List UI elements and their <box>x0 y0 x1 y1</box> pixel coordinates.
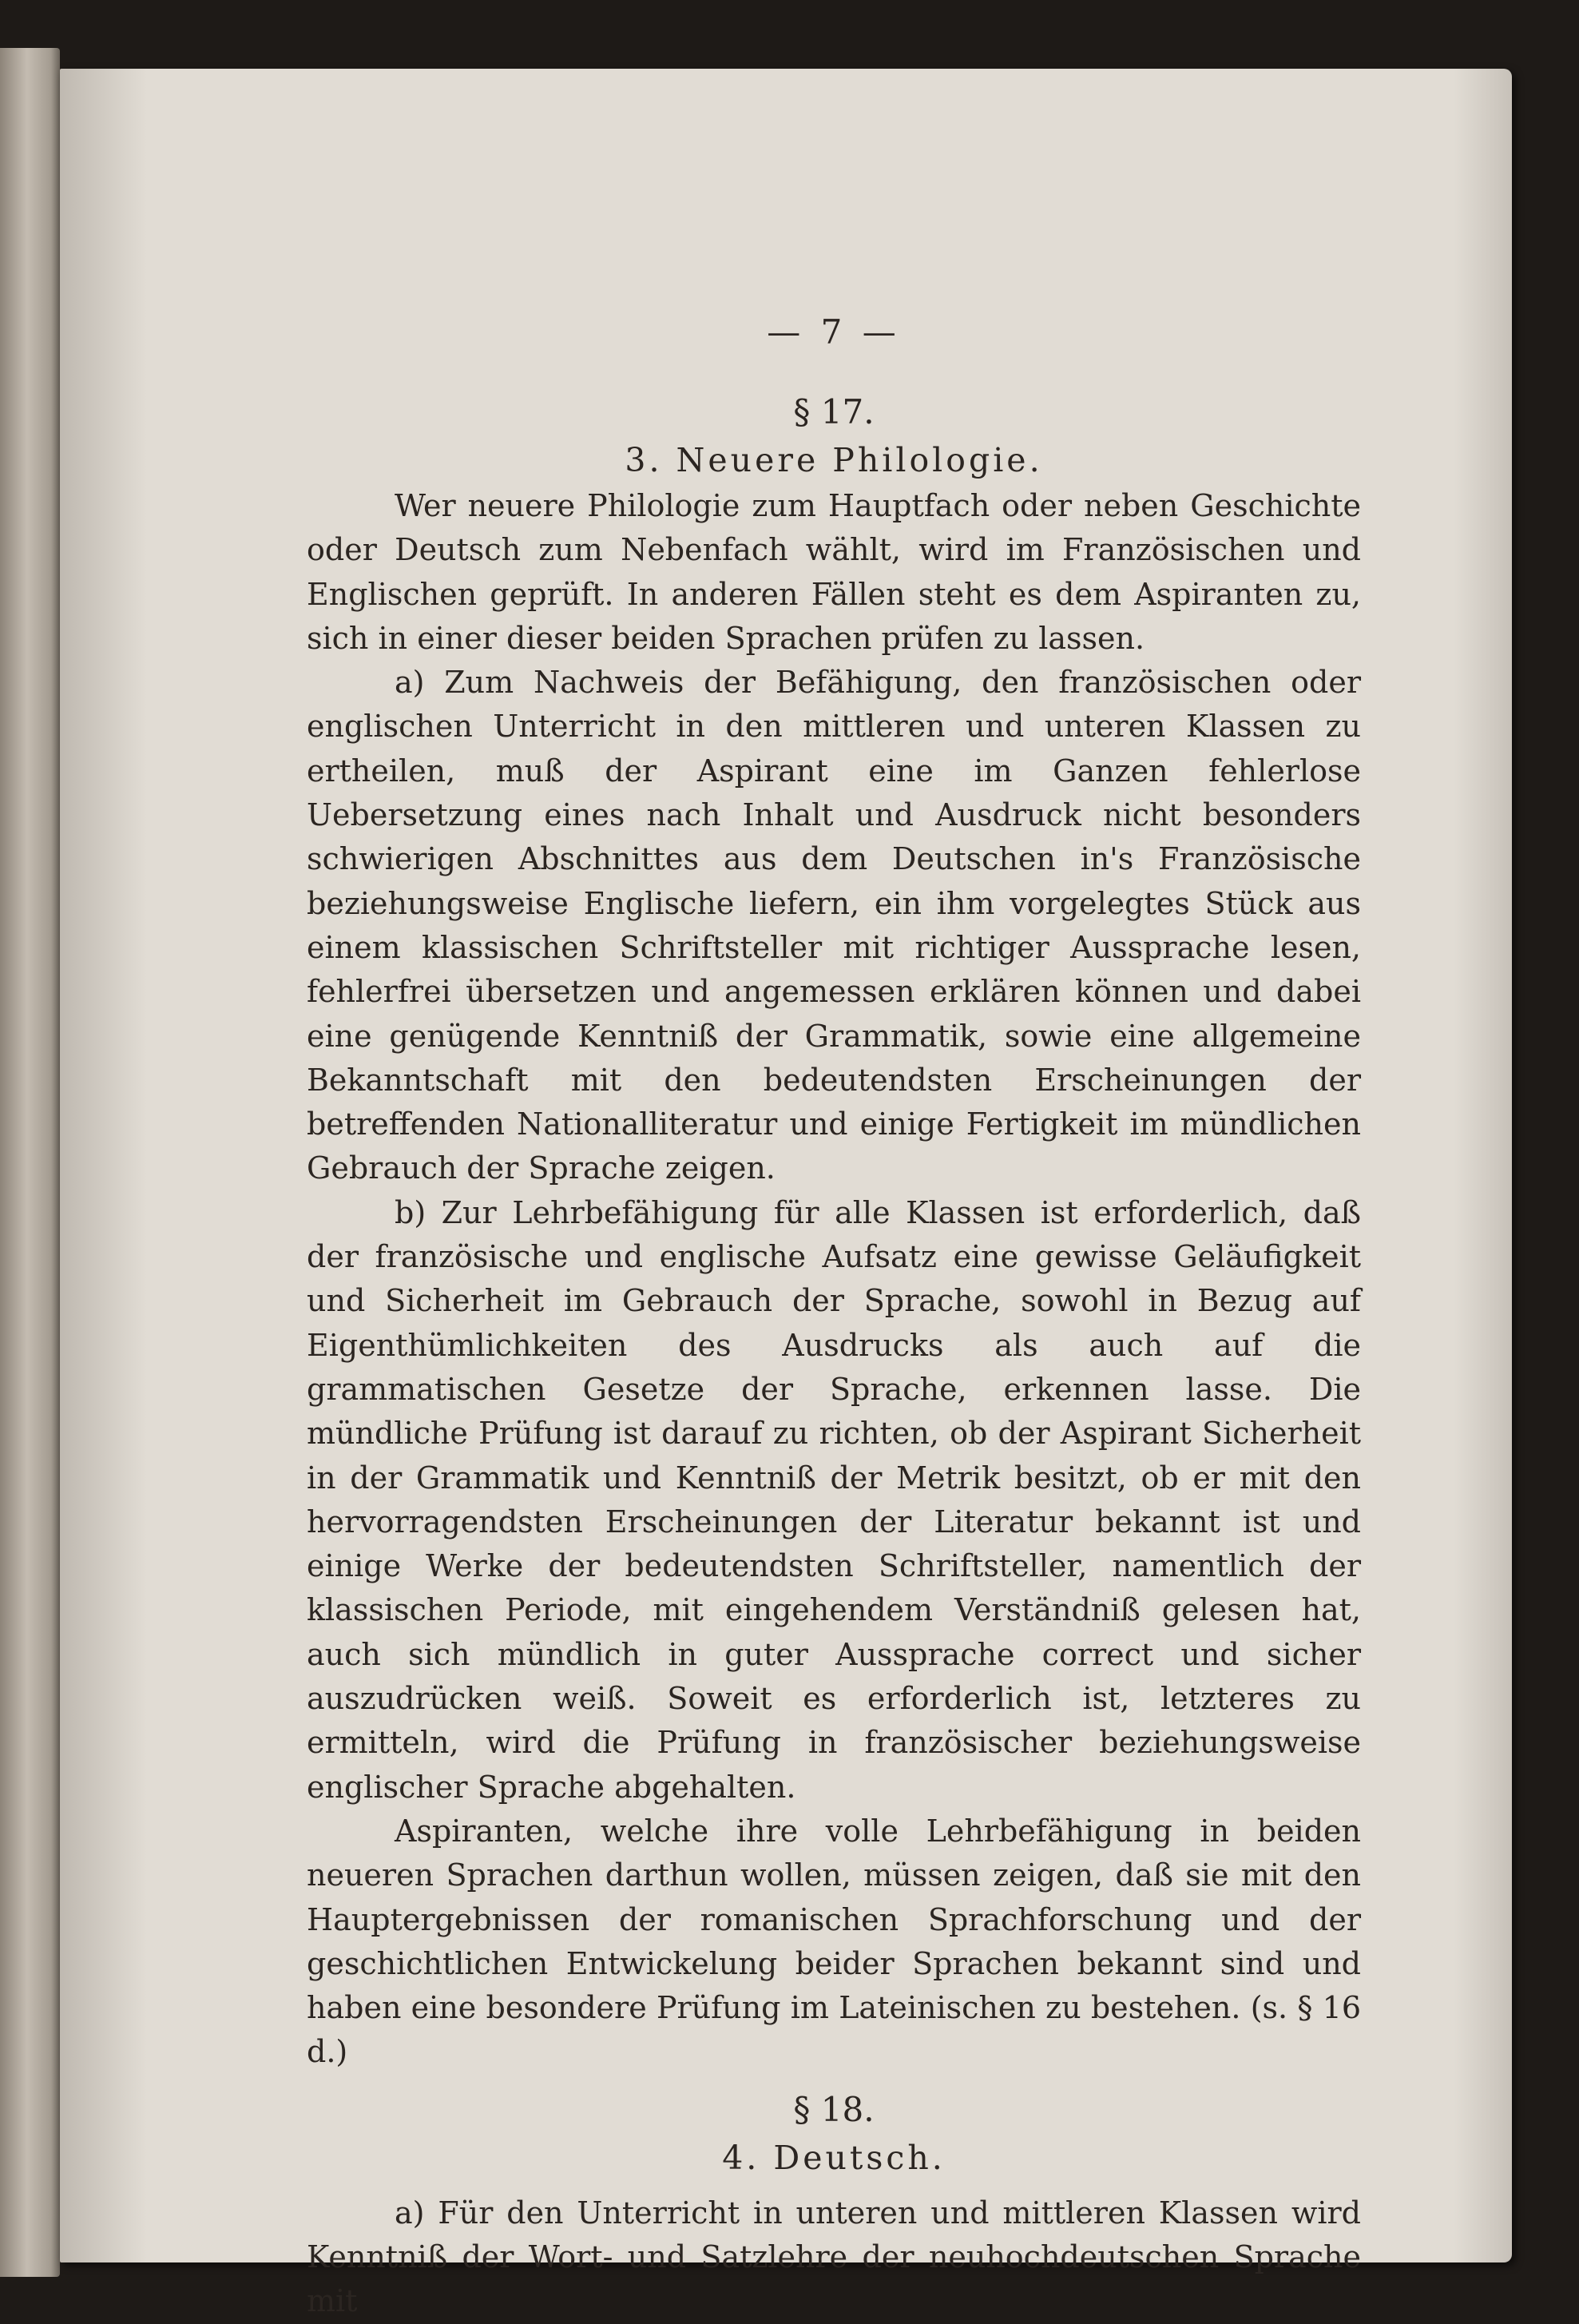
page-text <box>307 308 1361 2324</box>
paragraph: a) Zum Nachweis der Befähigung, den französischen oder englischen Unterricht in den mittleren und unteren Klassen zu ertheilen, muß der Aspirant eine im Ganzen fehlerlose Uebersetzung eines nach Inhalt und Ausdruck nicht besonders schwierigen Abschnittes aus dem Deutschen in's Französische beziehungsweise Englische liefern, ein ihm vorgelegtes Stück aus einem klassischen Schriftsteller mit richtiger Aussprache lesen, fehlerfrei übersetzen und angemessen erklären können und dabei eine genügende Kenntniß der Grammatik, sowie eine allgemeine Bekanntschaft mit den bedeutendsten Erscheinungen der betreffenden Nationalliteratur und einige Fertigkeit im mündlichen Gebrauch der Sprache zeigen. <box>307 665 1361 1186</box>
paragraph: Wer neuere Philologie zum Hauptfach oder neben Geschichte oder Deutsch zum Nebenfach wählt, wird im Französischen und Englischen geprüft. In anderen Fällen steht es dem Aspiranten zu, sich in einer dieser beiden Sprachen prüfen zu lassen. <box>307 488 1361 656</box>
section-mark: § 18. <box>793 2089 875 2129</box>
section-17 <box>307 388 1361 2075</box>
paragraph: a) Für den Unterricht in unteren und mittleren Klassen wird Kenntniß der Wort- und Satzlehre der neuhochdeutschen Sprache mit <box>307 2195 1361 2319</box>
page-number: — 7 — <box>767 312 901 352</box>
adjacent-page-edge <box>0 48 60 2277</box>
paragraph: Aspiranten, welche ihre volle Lehrbefähigung in beiden neueren Sprachen darthun wollen, müssen zeigen, daß sie mit den Hauptergebnissen der romanischen Sprachforschung und der geschichtlichen Entwickelung beider Sprachen bekannt sind und haben eine besondere Prüfung im Lateinischen zu bestehen. (s. § 16 d.) <box>307 1813 1361 2070</box>
section-18 <box>307 2086 1361 2324</box>
paragraph: b) Zur Lehrbefähigung für alle Klassen ist erforderlich, daß der französische und englische Aufsatz eine gewisse Geläufigkeit und Sicherheit im Gebrauch der Sprache, sowohl in Bezug auf Eigenthümlichkeiten des Ausdrucks als auch auf die grammatischen Gesetze der Sprache, erkennen lasse. Die mündliche Prüfung ist darauf zu richten, ob der Aspirant Sicherheit in der Grammatik und Kenntniß der Metrik besitzt, ob er mit den hervorragendsten Erscheinungen der Literatur bekannt ist und einige Werke der bedeutendsten Schriftsteller, namentlich der klassischen Periode, mit eingehendem Verständniß gelesen hat, auch sich mündlich in guter Aussprache correct und sicher auszudrücken weiß. Soweit es erforderlich ist, letzteres zu ermitteln, wird die Prüfung in französischer beziehungsweise englischer Sprache abgehalten. <box>307 1194 1361 1805</box>
section-title: 3. Neuere Philologie. <box>625 441 1043 479</box>
book-page <box>60 69 1512 2319</box>
section-mark: § 17. <box>793 392 875 431</box>
section-title: 4. Deutsch. <box>722 2138 946 2177</box>
